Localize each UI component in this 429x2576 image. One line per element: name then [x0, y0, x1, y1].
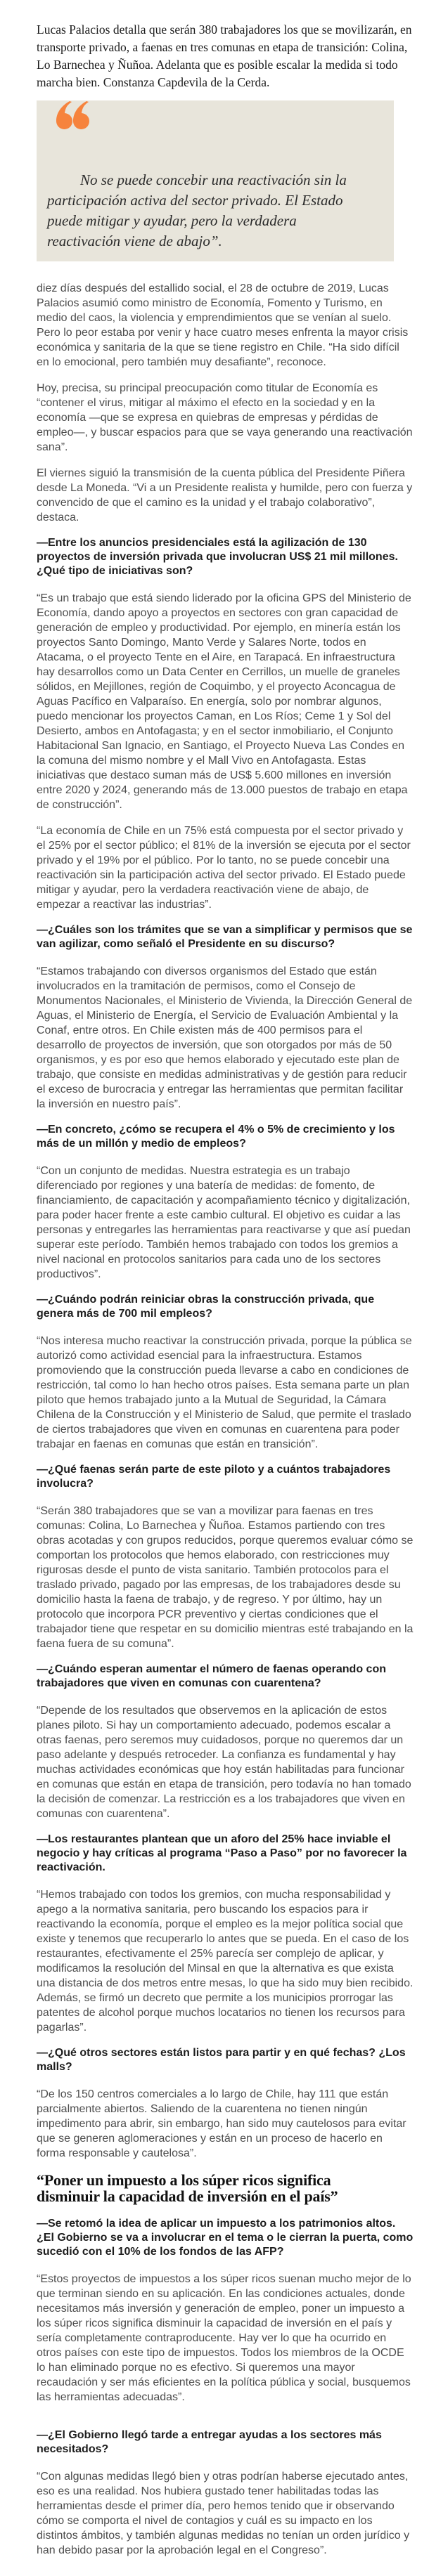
interview-answer: “Estamos trabajando con diversos organismos del Estado que están involucrados en la tramitación de permisos, como el Consejo de Monumentos Nacionales, el Ministerio de Vivienda, la Dirección General de Aguas, el Ministerio de Energía, el Servicio de Evaluación Ambiental y la Conaf, entre otros. En Chile existen más de 400 permisos para el desarrollo de proyectos de inversión, que son otorgados por más de 50 organismos, y es por eso que hemos elaborado y ejecutado este plan de trabajo, que consiste en medidas administrativas y de gestión para reducir el exceso de burocracia y entregar las herramientas que permitan facilitar la inversión en nuestro país”.	[37, 965, 413, 1110]
interview-question: —En concreto, ¿cómo se recupera el 4% o 5% de crecimiento y los más de un millón y medio de empleos?	[37, 1124, 395, 1150]
opening-double-quote-icon	[56, 100, 89, 133]
interview-answer: “Hemos trabajado con todos los gremios, con mucha responsabilidad y apego a la normativa sanitaria, pero buscando los espacios para ir reactivando la economía, porque el empleo es la mejor política social que existe y tenemos que recuperarlo lo antes que se pueda. En el caso de los restaurantes, efectivamente el 25% parecía ser complejo de aplicar, y modificamos la resolución del Minsal en que la alternativa es que exista una distancia de dos metros entre mesas, lo que ha sido muy bien recibido. Además, se firmó un decreto que permite a los municipios prorrogar las patentes de alcohol porque muchos locatarios no tienen los recursos para pagarlas”.	[37, 1889, 414, 2034]
body-paragraph: El viernes siguió la transmisión de la cuenta pública del Presidente Piñera desde La Moneda. “Vi a un Presidente realista y humilde, pero con fuerza y convencido de que el camino es la unidad y el trabajo colaborativo”, destaca.	[37, 467, 413, 523]
interview-question: —¿Qué faenas serán parte de este piloto y a cuántos trabajadores involucra?	[37, 1464, 391, 1490]
interview-answer: “La economía de Chile en un 75% está compuesta por el sector privado y el 25% por el sector público; el 81% de la inversión se ejecuta por el sector privado y el 19% por el público. Por lo tanto, no se puede concebir una reactivación sin la participación activa del sector privado. El Estado puede mitigar y ayudar, pero la verdadera reactivación viene de abajo, de empezar a reactivar las industrias”.	[37, 825, 411, 911]
interview-question: —¿Cuándo podrán reiniciar obras la construcción privada, que genera más de 700 mil empleos?	[37, 1294, 375, 1320]
interview-answer: “Con un conjunto de medidas. Nuestra estrategia es un trabajo diferenciado por regiones y una batería de medidas: de fomento, de financiamiento, de capacitación y acompañamiento técnico y digitalización, para poder hacer frente a este cambio cultural. El objetivo es cuidar a las personas y entregarles las herramientas para reactivarse y que así puedan superar este período. También hemos trabajado con todos los gremios a nivel nacional en protocolos sanitarios para cada uno de los sectores productivos”.	[37, 1165, 411, 1280]
interview-answer: “Es un trabajo que está siendo liderado por la oficina GPS del Ministerio de Economía, dando apoyo a proyectos en sectores con gran capacidad de generación de empleo y productividad. Por ejemplo, en minería están los proyectos Santo Domingo, Manto Verde y Salares Norte, todos en Atacama, o el proyecto Tente en el Aire, en Tarapacá. En infraestructura hay desarrollos como un Data Center en Cerrillos, un muelle de graneles sólidos, en Mejillones, región de Coquimbo, y el proyecto Aconcagua de Aguas Pacífico en Valparaíso. En energía, solo por nombrar algunos, puedo mencionar los proyectos Caman, en Los Ríos; Ceme 1 y Sol del Desierto, ambos en Antofagasta; y en el sector inmobiliario, el Conjunto Habitacional San Ignacio, en Santiago, el Proyecto Nueva Las Condes en la comuna del mismo nombre y el Mall Vivo en Antofagasta. Estas iniciativas que destaco suman más de US$ 5.600 millones en inversión entre 2020 y 2024, generando más de 13.000 puestos de trabajo en etapa de construcción”.	[37, 592, 411, 811]
interview-answer: “Estos proyectos de impuestos a los súper ricos suenan mucho mejor de lo que terminan siendo en su aplicación. En las condiciones actuales, donde necesitamos más inversión y generación de empleo, poner un impuesto a los súper ricos significa disminuir la capacidad de inversión en el país y sería completamente contraproducente. Hay ver lo que ha ocurrido en otros países con este tipo de impuestos. Todos los miembros de la OCDE lo han eliminado porque no es efectivo. Si queremos una mayor recaudación y ser más eficientes en la política pública y social, busquemos las herramientas adecuadas”.	[37, 2273, 411, 2403]
section-heading: “Poner un impuesto a los súper ricos significa disminuir la capacidad de inversión en el país”	[37, 2171, 338, 2205]
body-paragraph: diez días después del estallido social, el 28 de octubre de 2019, Lucas Palacios asumió como ministro de Economía, Fomento y Turismo, en medio del caos, la violencia y emprendimientos que se venían al suelo. Pero lo peor estaba por venir y hace cuatro meses enfrenta la mayor crisis económica y sanitaria de la que se tiene registro en Chile. “Ha sido difícil en lo emocional, pero también muy desafiante”, reconoce.	[37, 282, 409, 368]
interview-answer: “Serán 380 trabajadores que se van a movilizar para faenas en tres comunas: Colina, Lo Barnechea y Ñuñoa. Estamos partiendo con tres obras acotadas y con grupos reducidos, porque queremos evaluar cómo se comportan los protocolos que hemos elaborado, con restricciones muy rigurosas desde el punto de vista sanitario. También protocolos para el traslado privado, pagado por las empresas, de los trabajadores desde su domicilio hasta la faena de trabajo, y de regreso. Y por último, hay un protocolo que incorpora PCR preventivo y ciertas condiciones que el trabajador tiene que respetar en su domicilio mientras esté trabajando en la faena fuera de su comuna”.	[37, 1505, 414, 1650]
interview-answer: “Nos interesa mucho reactivar la construcción privada, porque la pública se autorizó como actividad esencial para la infraestructura. Estamos promoviendo que la construcción pueda llevarse a cabo en condiciones de restricción, tal como lo han hecho otros países. Esta semana parte un plan piloto que hemos trabajado junto a la Mutual de Seguridad, la Cámara Chilena de la Construcción y el Ministerio de Salud, que permite el traslado de ciertos trabajadores que viven en comunas en cuarentena para poder trabajar en faenas en comunas que están en transición”.	[37, 1335, 412, 1450]
interview-question: —Los restaurantes plantean que un aforo del 25% hace inviable el negocio y hay críticas al programa “Paso a Paso” por no favorecer la reactivación.	[37, 1833, 407, 1873]
pull-quote	[37, 100, 394, 261]
interview-question: —Entre los anuncios presidenciales está la agilización de 130 proyectos de inversión privada que involucran US$ 21 mil millones. ¿Qué tipo de iniciativas son?	[37, 537, 398, 577]
interview-question: —¿Qué otros sectores están listos para partir y en qué fechas? ¿Los malls?	[37, 2047, 406, 2073]
interview-question: —Se retomó la idea de aplicar un impuesto a los patrimonios altos. ¿El Gobierno se va a involucrar en el tema o le cierran la puerta, como sucedió con el 10% de los fondos de las AFP?	[37, 2218, 414, 2258]
interview-answer: “Depende de los resultados que observemos en la aplicación de estos planes piloto. Si hay un comportamiento adecuado, podemos escalar a otras faenas, pero seremos muy cuidadosos, porque no queremos dar un paso adelante y después retroceder. La confianza es fundamental y hay muchas actividades económicas que hoy están habilitadas para funcionar en comunas que están en etapa de transición, pero todavía no han tomado la decisión de comenzar. La restricción es a los trabajadores que viven en comunas con cuarentena”.	[37, 1705, 411, 1820]
interview-question: —¿Cuándo esperan aumentar el número de faenas operando con trabajadores que viven en comunas con cuarentena?	[37, 1663, 386, 1689]
lead-paragraph: Lucas Palacios detalla que serán 380 trabajadores los que se movilizarán, en transporte privado, a faenas en tres comunas en etapa de transición: Colina, Lo Barnechea y Ñuñoa. Adelanta que es posible escalar la medida si todo marcha bien. Constanza Capdevila de la Cerda.	[37, 22, 412, 89]
interview-question: —¿Cuáles son los trámites que se van a simplificar y permisos que se van agilizar, como señaló el Presidente en su discurso?	[37, 924, 413, 950]
interview-question: —¿El Gobierno llegó tarde a entregar ayudas a los sectores más necesitados?	[37, 2429, 382, 2455]
pull-quote-text: No se puede concebir una reactivación sin la participación activa del sector privado. El Estado puede mitigar y ayudar, pero la verdadera reactivación viene de abajo”.	[47, 171, 347, 249]
interview-answer: “Con algunas medidas llegó bien y otras podrían haberse ejecutado antes, eso es una realidad. Nos hubiera gustado tener habilitadas todas las herramientas desde el primer día, pero hemos tenido que ir observando cómo se comporta el nivel de contagios y cuál es su impacto en los distintos ámbitos, y también algunas medidas no tenían un orden jurídico y han debido pasar por la aprobación legal en el Congreso”.	[37, 2471, 410, 2556]
interview-answer: “De los 150 centros comerciales a lo largo de Chile, hay 111 que están parcialmente abiertos. Saliendo de la cuarentena no tienen ningún impedimento para abrir, sin embargo, han sido muy cautelosos para evitar que se generen aglomeraciones y están en un proceso de hacerlo en forma responsable y cautelosa”.	[37, 2088, 406, 2159]
body-paragraph: Hoy, precisa, su principal preocupación como titular de Economía es “contener el virus, mitigar al máximo el efecto en la sociedad y en la economía —que se expresa en quiebras de empresas y pérdidas de empleo—, y buscar espacios para que se vaya generando una reactivación sana”.	[37, 382, 413, 453]
